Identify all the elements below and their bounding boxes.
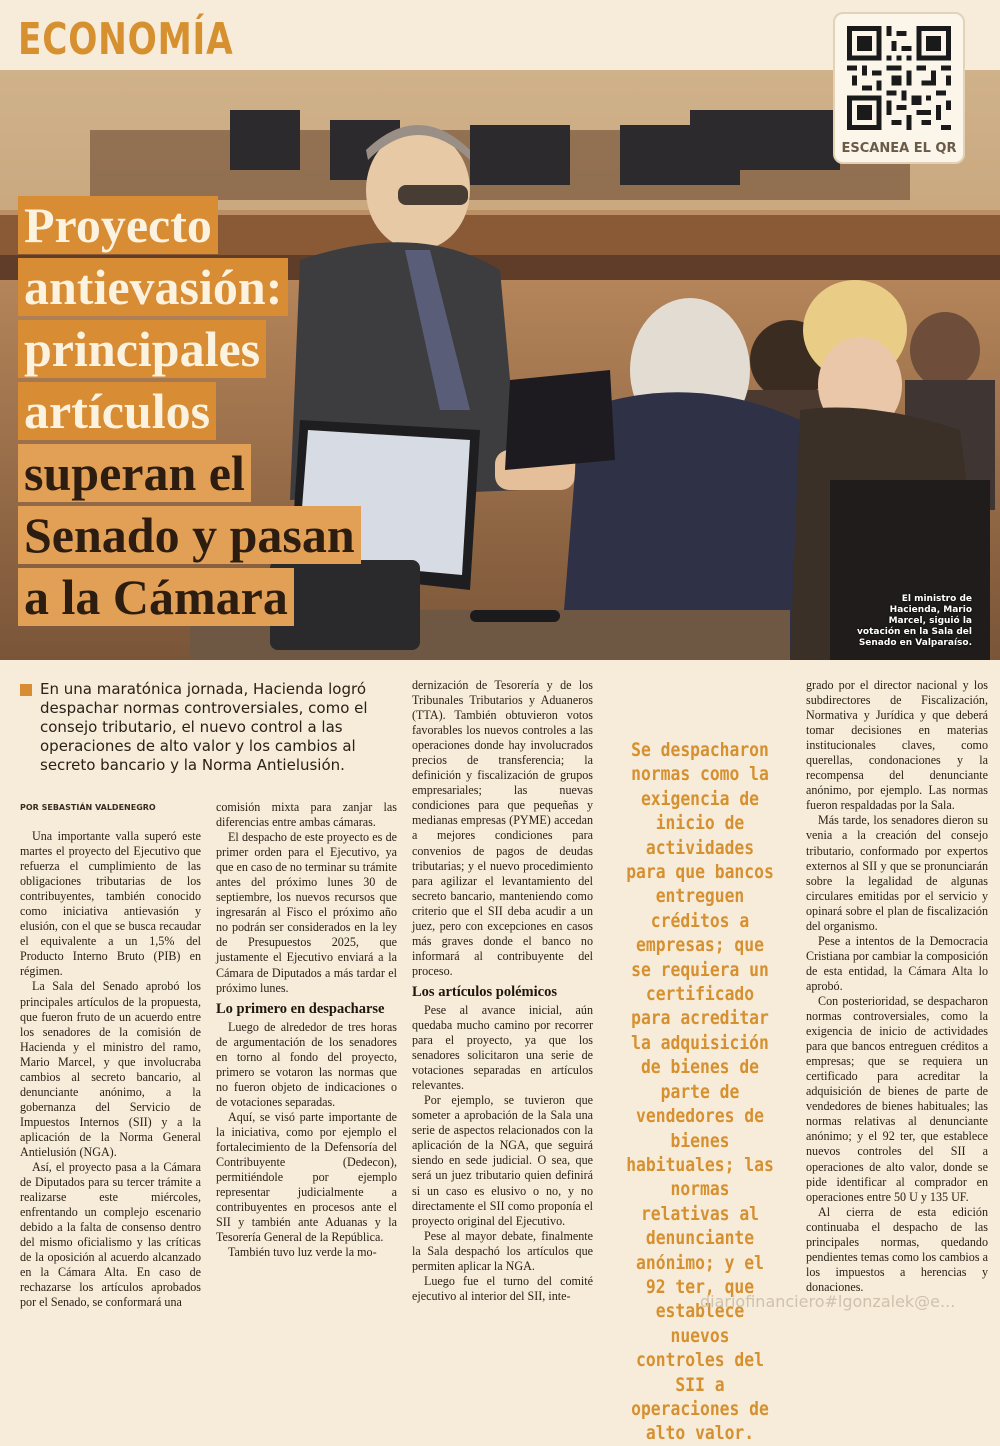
qr-label: ESCANEA EL QR — [841, 141, 957, 156]
column-2 — [216, 800, 397, 1260]
column-5 — [806, 678, 988, 1295]
body-paragraph: Así, el proyecto pasa a la Cámara de Diputados para su tercer trámite a realizarse este miércoles, enfrentando un complejo escenario debido a la falta de consenso dentro del mismo oficialismo y las críticas de la oposición al acuerdo alcanzado en la Cámara Alta. En caso de rechazarse los artículos aprobados por el Senado, se conformará una — [20, 1160, 201, 1310]
headline-line: Proyecto — [18, 196, 218, 254]
body-paragraph: El despacho de este proyecto es de primer orden para el Ejecutivo, ya que en caso de no terminar su trámite antes del próximo lunes 30 de septiembre, los nuevos recursos que ingresarán al Fisco el próximo año no podrán ser considerados en la ley de Presupuestos 2025, que justamente el Ejecutivo enviará a la Cámara de Diputados a más tardar el próximo lunes. — [216, 830, 398, 995]
footer-watermark: diariofinanciero#lgonzalek@e... — [700, 1292, 956, 1311]
body-paragraph: Por ejemplo, se tuvieron que someter a aprobación de la Sala una serie de aspectos relacionados con la aplicación de la NGA, que seguirá siendo en sede judicial. O sea, que será un juez tributario quien definirá si un caso es elusivo o no, y no directamente el SII como proponía el proyecto original del Ejecutivo. — [412, 1093, 593, 1228]
body-paragraph: Una importante valla superó este martes el proyecto del Ejecutivo que refuerza el cumplimiento de las obligaciones tributarias de los contribuyentes, también conocido como iniciativa antievasión y elusión, con el que se busca recaudar el equivalente a un 1,5% del Producto Interno Bruto (PIB) en régimen. — [20, 829, 201, 979]
headline-line: a la Cámara — [18, 568, 294, 626]
column-3 — [412, 678, 593, 1304]
lead-text: En una maratónica jornada, Hacienda logró despachar normas controversiales, como el consejo tributario, el nuevo control a las operaciones de alto valor y los cambios al secreto bancario y la Norma Antielusión. — [40, 680, 368, 774]
body-paragraph: También tuvo luz verde la mo- — [228, 1245, 377, 1260]
section-title: ECONOMÍA — [18, 14, 234, 65]
qr-box[interactable] — [833, 12, 965, 164]
body-paragraph: Al cierra de esta edición continuaba el despacho de las principales normas, quedando pendientes temas como los cambios a los impuestos a herencias y donaciones. — [806, 1204, 988, 1294]
body-paragraph: grado por el director nacional y los subdirectores de Fiscalización, Normativa y Jurídica y que deberá tomar decisiones en materias institucionales claves, como querellas, condonaciones y la recompensa del denunciante anónimo, por ejemplo. Las normas fueron respaldadas por la Sala. — [806, 678, 988, 813]
body-paragraph: Pese a intentos de la Democracia Cristiana por cambiar la composición de esta entidad, la Cámara Alta lo aprobó. — [806, 933, 988, 993]
body-paragraph: dernización de Tesorería y de los Tribunales Tributarios y Aduaneros (TTA). También obtuvieron votos favorables los nuevos controles a las operaciones donde hay involucrados precios de transferencia; la definición y fiscalización de grupos empresariales; las nuevas condiciones para que pequeñas y medianas empresas (PYME) accedan a mejores condiciones para convenios de pagos de deudas tributarias; y el nuevo procedimiento para agilizar el levantamiento del secreto bancario, manteniendo como criterio que el SII deba acudir a un juez, pero con excepciones en casos más graves donde el banco no informará al contribuyente del proceso. — [412, 678, 593, 978]
square-bullet-icon — [20, 684, 32, 696]
byline: POR SEBASTIÁN VALDENEGRO — [20, 803, 156, 812]
body-paragraph: Luego de alrededor de tres horas de argumentación de los senadores en torno al fondo del proyecto, primero se votaron las normas que no fueron objeto de indicaciones o de votaciones separadas. — [216, 1019, 397, 1109]
headline — [18, 196, 398, 630]
qr-code-icon — [847, 26, 951, 130]
body-paragraph: Aquí, se visó parte importante de la iniciativa, como por ejemplo el fortalecimiento de la Defensoría del Contribuyente (Dedecon), permitiéndole por ejemplo representar judicialmente a contribuyentes en procesos ante el SII y también ante Aduanas y la Tesorería General de la República. — [216, 1109, 397, 1245]
headline-line: antievasión: — [18, 258, 288, 316]
body-paragraph: Pese al mayor debate, finalmente la Sala despachó los artículos que permiten aplicar la NGA. — [412, 1228, 593, 1273]
column-1 — [20, 829, 201, 1311]
body-paragraph: Pese al avance inicial, aún quedaba mucho camino por recorrer para el proyecto, ya que los senadores solicitaron una serie de votaciones separadas en artículos relevantes. — [412, 1002, 593, 1093]
headline-line: artículos — [18, 382, 216, 440]
lead-paragraph — [20, 680, 390, 775]
pull-quote: Se despacharon normas como la exigencia de inicio de actividades para que bancos entreguen créditos a empresas; que se requiera un certificado para acreditar la adquisición de bienes de parte de vendedores de bienes habituales; las normas relativas al denunciante anónimo; y el 92 ter, que establece nuevos controles del SII a operaciones de alto valor. — [626, 739, 774, 1445]
body-paragraph: Con posterioridad, se despacharon normas controversiales, como la exigencia de inicio de actividades para que bancos entreguen créditos a empresas; que se requiera un certificado para acreditar la adquisición de bienes de parte de vendedores de bienes habituales; las normas relativas al denunciante anónimo; y el 92 ter, que establece nuevos controles del SII a operaciones de alto valor, donde se pide identificar al comprador en operaciones entre 50 U y 135 UF. — [806, 993, 988, 1204]
body-paragraph: Luego fue el turno del comité ejecutivo al interior del SII, inte- — [412, 1273, 593, 1303]
headline-line: principales — [18, 320, 266, 378]
body-paragraph: La Sala del Senado aprobó los principales artículos de la propuesta, que fueron fruto de un acuerdo entre los senadores de la comisión de Hacienda y el ministro del ramo, Mario Marcel, y que involucraba cambios al secreto bancario, al denunciante anónimo, a la gobernanza del Servicio de Impuestos Internos (SII) y a la aplicación de la Norma General Antielusión (NGA). — [20, 979, 201, 1159]
photo-caption: El ministro de Hacienda, Mario Marcel, siguió la votación en la Sala del Senado en Valparaíso. — [857, 594, 972, 648]
headline-line: Senado y pasan — [18, 506, 361, 564]
body-paragraph: Más tarde, los senadores dieron su venia a la creación del consejo tributario, conformado por expertos externos al SII y que se pronunciarán sobre la legalidad de algunas circulares emitidas por el servicio y opinará sobre el plan de fiscalización del organismo. — [806, 813, 988, 933]
body-paragraph: comisión mixta para zanjar las diferencias entre ambas cámaras. — [216, 800, 397, 830]
headline-line: superan el — [18, 444, 251, 502]
subheading: Los artículos polémicos — [412, 983, 557, 1000]
subheading: Lo primero en despacharse — [216, 1000, 385, 1017]
